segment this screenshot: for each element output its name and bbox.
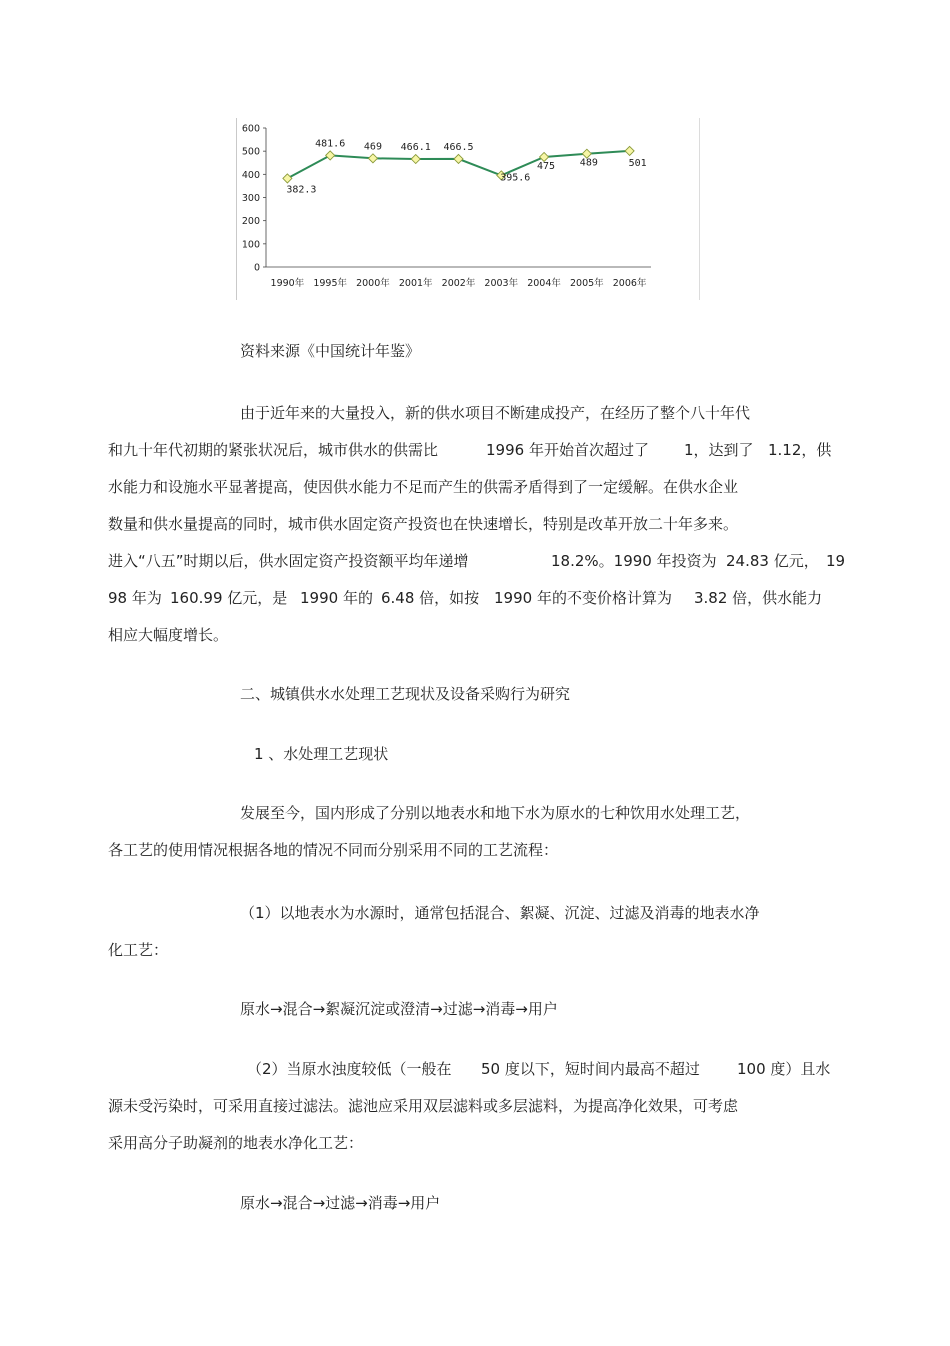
para1-line6d: 6.48 倍，如按 xyxy=(381,589,480,607)
item2-line1b: 50 度以下，短时间内最高不超过 xyxy=(481,1060,700,1078)
x-tick-label: 2005年 xyxy=(569,278,604,289)
x-tick-label: 2002年 xyxy=(441,278,476,289)
y-tick-label: 0 xyxy=(253,262,260,274)
data-value-label: 501 xyxy=(628,157,647,169)
para1-line5d: 19 xyxy=(826,552,846,570)
data-value-label: 469 xyxy=(363,141,382,153)
chart-source-caption: 资料来源《中国统计年鉴》 xyxy=(240,342,421,360)
para1-line2a: 和九十年代初期的紧张状况后，城市供水的供需比 xyxy=(108,441,439,459)
para2-line2: 各工艺的使用情况根据各地的情况不同而分别采用不同的工艺流程： xyxy=(108,841,559,859)
x-tick-label: 1990年 xyxy=(270,278,305,289)
para2-line1: 发展至今，国内形成了分别以地表水和地下水为原水的七种饮用水处理工艺， xyxy=(240,804,751,822)
x-tick-label: 2004年 xyxy=(527,278,561,289)
item2-line1a: （2）当原水浊度较低（一般在 xyxy=(247,1060,452,1078)
para1-line3: 水能力和设施水平显著提高，使因供水能力不足而产生的供需矛盾得到了一定缓解。在供水企业 xyxy=(108,478,739,496)
y-tick-label: 400 xyxy=(241,169,260,181)
para1-line6b: 160.99 亿元，是 xyxy=(170,589,288,607)
x-tick-label: 2003年 xyxy=(484,278,519,289)
para1-line7: 相应大幅度增长。 xyxy=(108,626,229,644)
para1-line4: 数量和供水量提高的同时，城市供水固定资产投资也在快速增长，特别是改革开放二十年多来。 xyxy=(108,515,739,533)
para1-line6f: 3.82 倍，供水能力 xyxy=(694,589,823,607)
y-tick-label: 100 xyxy=(241,239,260,251)
data-value-label: 395.6 xyxy=(500,172,531,184)
para1-line1: 由于近年来的大量投入，新的供水项目不断建成投产，在经历了整个八十年代 xyxy=(240,404,751,422)
data-value-label: 489 xyxy=(579,157,598,169)
item1-line2: 化工艺： xyxy=(108,941,169,959)
para1-line2d: 1.12，供 xyxy=(768,441,832,459)
item2-line3: 采用高分子助凝剂的地表水净化工艺： xyxy=(108,1134,364,1152)
para1-line5b: 18.2%。1990 年投资为 xyxy=(551,552,717,570)
para1-line6c: 1990 年的 xyxy=(300,589,373,607)
water-supply-line-chart xyxy=(236,118,700,300)
section-heading: 二、城镇供水水处理工艺现状及设备采购行为研究 xyxy=(240,685,571,703)
para1-line6a: 98 年为 xyxy=(108,589,162,607)
process-flow-2: 原水→混合→过滤→消毒→用户 xyxy=(240,1194,441,1212)
y-tick-label: 500 xyxy=(241,146,260,158)
y-tick-label: 200 xyxy=(241,216,260,228)
item2-line1c: 100 度）且水 xyxy=(737,1060,831,1078)
data-value-label: 466.5 xyxy=(443,141,474,153)
data-value-label: 382.3 xyxy=(286,184,317,196)
data-value-label: 475 xyxy=(537,160,556,172)
y-tick-label: 600 xyxy=(241,123,260,135)
subsection-heading: 1 、水处理工艺现状 xyxy=(254,745,389,763)
para1-line5a: 进入“八五”时期以后，供水固定资产投资额平均年递增 xyxy=(108,552,469,570)
item1-line1: （1）以地表水为水源时，通常包括混合、絮凝、沉淀、过滤及消毒的地表水净 xyxy=(240,904,760,922)
data-value-label: 481.6 xyxy=(315,138,346,150)
x-tick-label: 2000年 xyxy=(356,278,390,289)
para1-line2c: 1，达到了 xyxy=(684,441,754,459)
para1-line5c: 24.83 亿元， xyxy=(726,552,819,570)
process-flow-1: 原水→混合→絮凝沉淀或澄清→过滤→消毒→用户 xyxy=(240,1000,558,1018)
para1-line2b: 1996 年开始首次超过了 xyxy=(486,441,649,459)
x-tick-label: 2001年 xyxy=(398,278,433,289)
data-value-label: 466.1 xyxy=(400,142,431,154)
x-tick-label: 2006年 xyxy=(612,278,647,289)
x-tick-label: 1995年 xyxy=(313,278,348,289)
para1-line6e: 1990 年的不变价格计算为 xyxy=(494,589,672,607)
y-tick-label: 300 xyxy=(241,193,260,204)
item2-line2: 源未受污染时，可采用直接过滤法。滤池应采用双层滤料或多层滤料，为提高净化效果，可考虑 xyxy=(108,1097,739,1115)
